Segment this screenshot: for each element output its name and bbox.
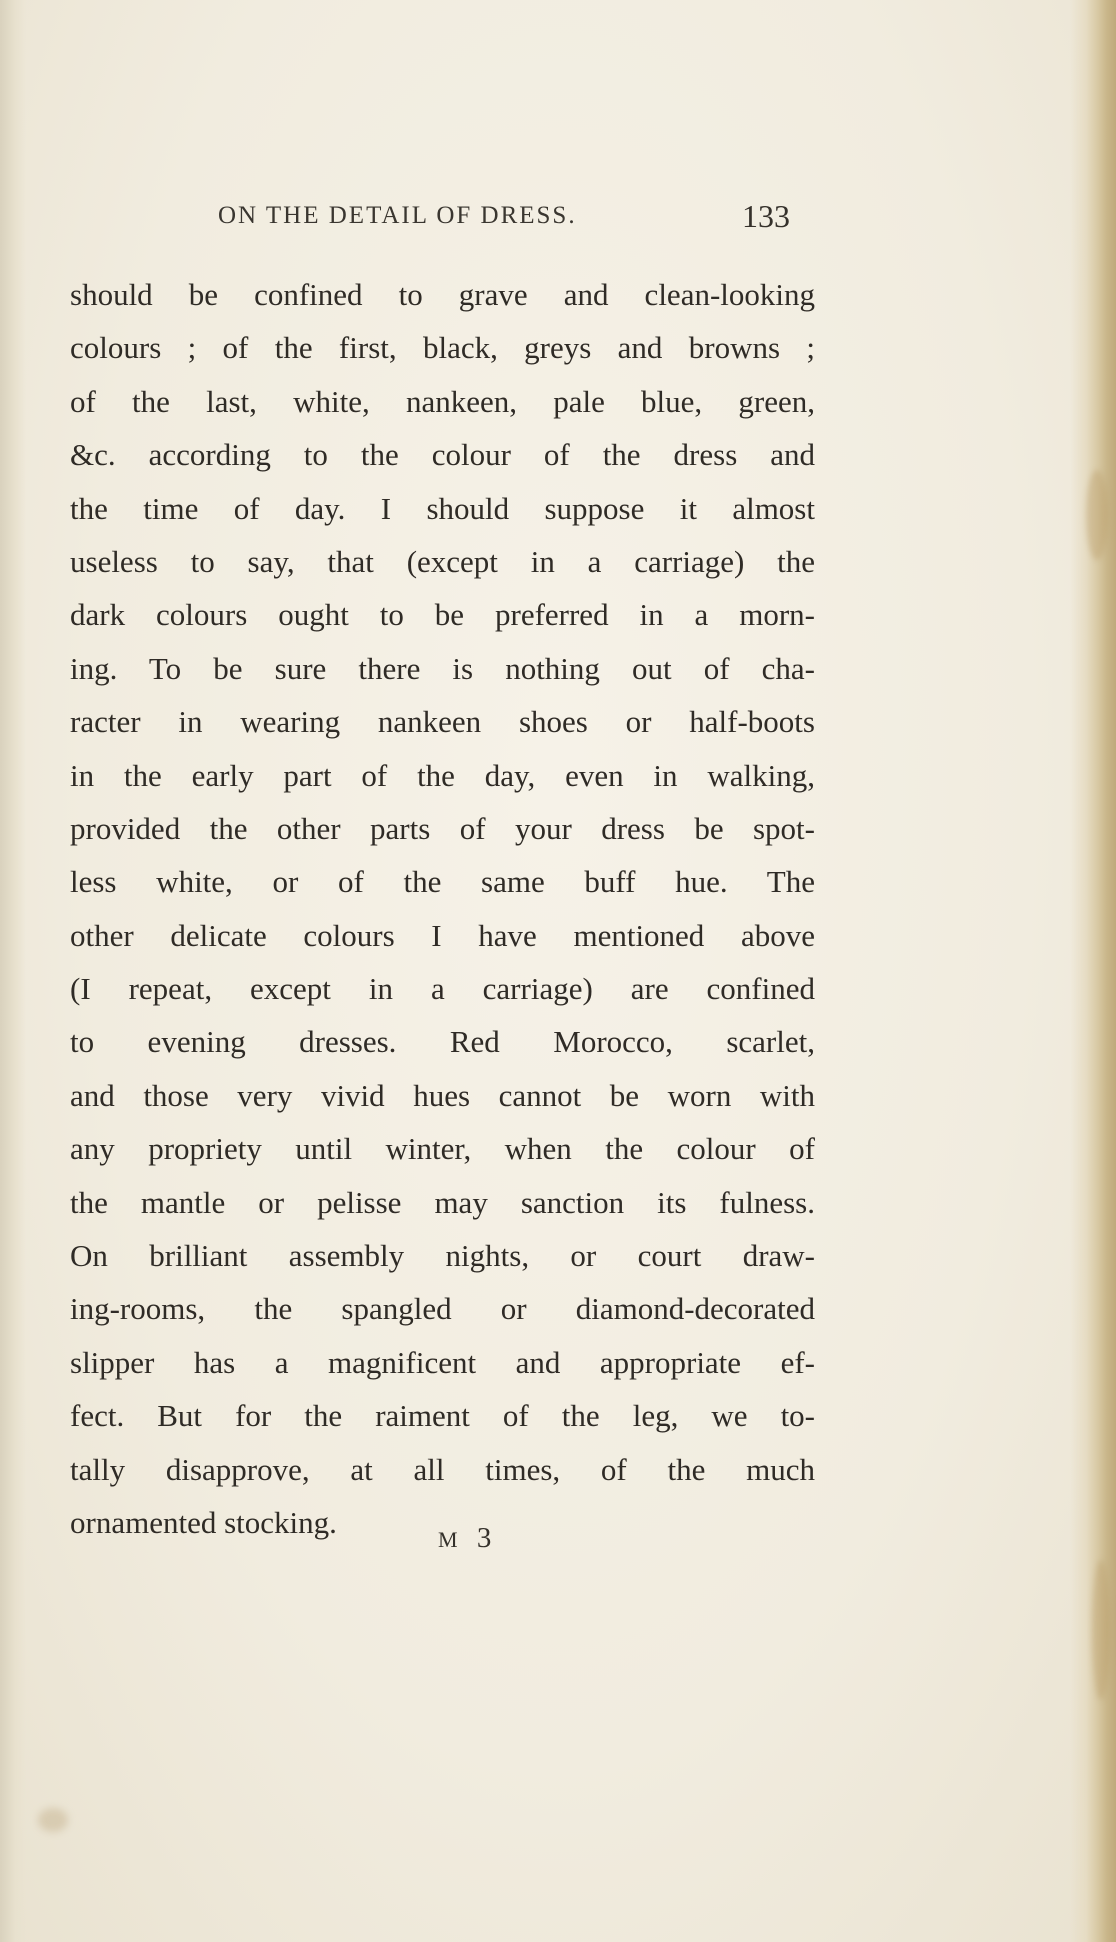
signature-letter: M <box>438 1527 464 1552</box>
running-head <box>0 198 1116 242</box>
text-line: ing. To be sure there is nothing out of cha- <box>70 650 815 686</box>
text-line: racter in wearing nankeen shoes or half-boots <box>70 704 815 740</box>
signature-number: 3 <box>476 1522 498 1554</box>
text-line: &c. according to the colour of the dress and <box>70 437 815 473</box>
text-line: On brilliant assembly nights, or court draw- <box>70 1238 815 1274</box>
text-line: provided the other parts of your dress be spot- <box>70 810 815 846</box>
text-line: fect. But for the raiment of the leg, we to- <box>70 1398 815 1434</box>
body-text <box>70 268 815 1549</box>
text-line: the time of day. I should suppose it almost <box>70 490 815 526</box>
paper-smudge <box>38 1808 68 1832</box>
paper-stain <box>1086 470 1108 560</box>
text-line: the mantle or pelisse may sanction its fulness. <box>70 1184 815 1220</box>
text-line: tally disapprove, at all times, of the much <box>70 1451 815 1487</box>
text-line: other delicate colours I have mentioned above <box>70 917 815 953</box>
text-line: useless to say, that (except in a carriage) the <box>70 543 815 579</box>
text-line: ing-rooms, the spangled or diamond-decorated <box>70 1291 815 1327</box>
running-title: ON THE DETAIL OF DRESS. <box>218 202 577 229</box>
page-gutter-shadow <box>0 0 26 1942</box>
paper-stain <box>1092 1560 1110 1700</box>
text-line: colours ; of the first, black, greys and browns ; <box>70 330 815 366</box>
text-line: dark colours ought to be preferred in a morn- <box>70 597 815 633</box>
text-line: (I repeat, except in a carriage) are confined <box>70 971 815 1007</box>
text-line: less white, or of the same buff hue. The <box>70 864 815 900</box>
text-line: ornamented stocking. <box>70 1504 337 1540</box>
text-line: slipper has a magnificent and appropriate ef- <box>70 1344 815 1380</box>
text-line: of the last, white, nankeen, pale blue, green, <box>70 383 815 419</box>
text-line: in the early part of the day, even in walking, <box>70 757 815 793</box>
text-line: any propriety until winter, when the colour of <box>70 1131 815 1167</box>
signature-mark <box>438 1522 497 1555</box>
page-number: 133 <box>742 198 790 234</box>
text-line: and those very vivid hues cannot be worn with <box>70 1077 815 1113</box>
text-line: to evening dresses. Red Morocco, scarlet, <box>70 1024 815 1060</box>
text-line: should be confined to grave and clean-looking <box>70 277 815 312</box>
